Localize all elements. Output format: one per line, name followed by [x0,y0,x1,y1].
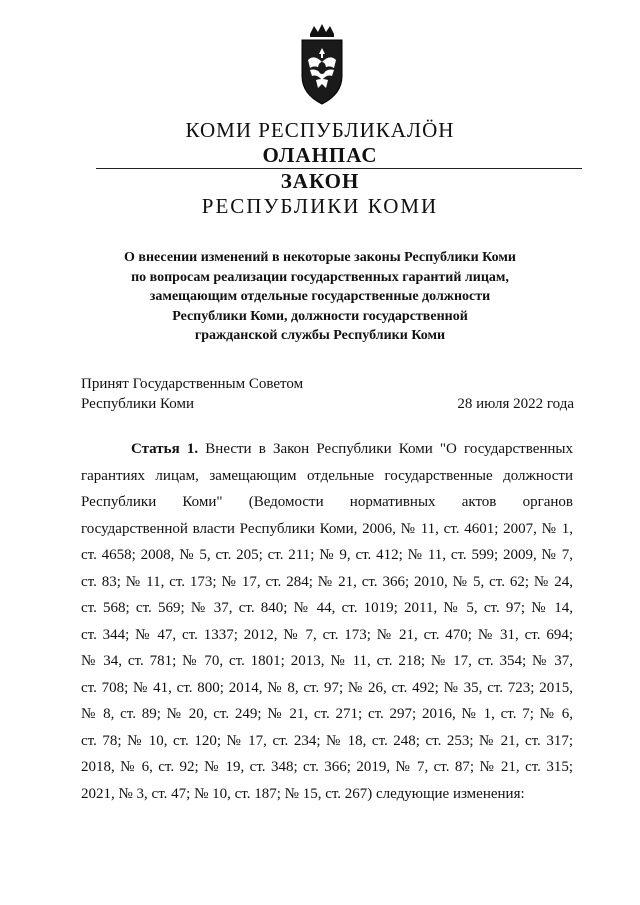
article-line-text: Внести в Закон Республики Коми "О государственных [198,441,573,457]
article-line: ст. 568; ст. 569; № 37, ст. 840; № 44, ст. 1019; 2011, № 5, ст. 97; № 14, [81,600,573,616]
law-title-line: гражданской службы Республики Коми [194,328,446,343]
article-line: государственной власти Республики Коми, 2006, № 11, ст. 4601; 2007, № 1, [81,520,573,537]
header-zakon: ЗАКОН [280,169,360,193]
article-line: 2021, № 3, ст. 47; № 10, ст. 187; № 15, ст. 267) следующие изменения: [81,785,525,802]
header-olanpas: ОЛАНПАС [262,143,378,167]
adoption-line: Республики Коми [81,396,194,412]
adoption-line: Принят Государственным Советом [81,376,304,392]
article-line: ст. 83; № 11, ст. 173; № 17, ст. 284; № 21, ст. 366; 2010, № 5, ст. 62; № 24, [81,573,573,590]
header-republic-komi: РЕСПУБЛИКИ КОМИ [201,194,439,218]
article-line: ст. 4658; 2008, № 5, ст. 205; ст. 211; № 9, ст. 412; № 11, ст. 599; 2009, № 7, [81,547,573,563]
law-title-line: Республики Коми, должности государственной [172,308,468,324]
article-1 [81,436,573,807]
header-republic-komi-lang: КОМИ РЕСПУБЛИКАЛÖН [185,118,455,142]
komi-coat-of-arms-icon [296,24,348,106]
adoption-statement [81,374,303,414]
article-line: ст. 78; № 10, ст. 120; № 17, ст. 234; № 18, ст. 248; ст. 253; № 21, ст. 317; [81,732,573,749]
article-line: гарантиях лицам, замещающим отдельные государственные должности [81,467,573,484]
adoption-date: 28 июля 2022 года [457,396,574,412]
law-title-line: О внесении изменений в некоторые законы Республики Коми [124,250,516,265]
law-title-line: замещающим отдельные государственные должности [149,289,491,304]
article-line: ст. 708; № 41, ст. 800; 2014, № 8, ст. 97; № 26, ст. 492; № 35, ст. 723; 2015, [81,679,573,696]
law-title [60,248,580,346]
article-line: № 8, ст. 89; № 20, ст. 249; № 21, ст. 271; ст. 297; 2016, № 1, ст. 7; № 6, [81,706,573,722]
article-line: Республики Коми" (Ведомости нормативных актов органов [81,494,573,510]
article-line [81,436,573,463]
article-line: № 34, ст. 781; № 70, ст. 1801; 2013, № 11, ст. 218; № 17, ст. 354; № 37, [81,653,573,669]
article-line: ст. 344; № 47, ст. 1337; 2012, № 7, ст. 173; № 21, ст. 470; № 31, ст. 694; [81,626,573,643]
law-title-line: по вопросам реализации государственных гарантий лицам, [131,269,509,285]
article-line: 2018, № 6, ст. 92; № 19, ст. 348; ст. 366; 2019, № 7, ст. 87; № 21, ст. 315; [81,759,573,775]
article-label: Статья 1. [131,441,199,457]
